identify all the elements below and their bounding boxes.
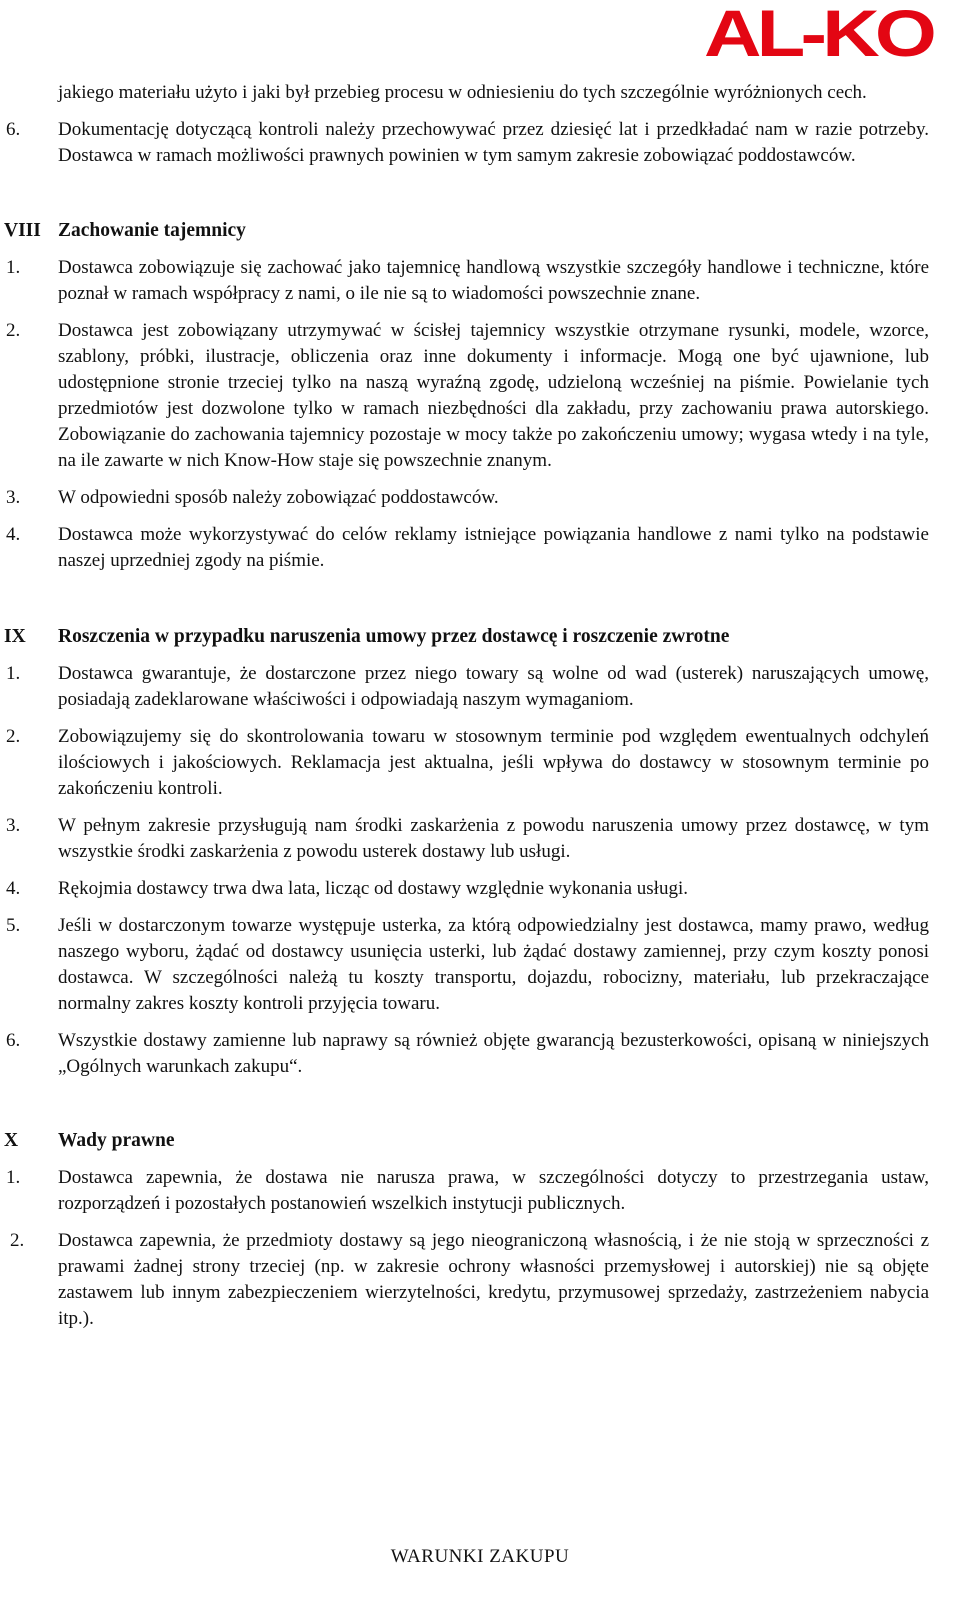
alko-logo-icon: [702, 2, 934, 62]
alko-logo: [702, 2, 934, 62]
item-number: 4.: [6, 524, 21, 545]
item-number: 2.: [6, 320, 21, 341]
section-title: Zachowanie tajemnicy: [58, 220, 246, 241]
list-item: [0, 724, 929, 802]
list-item: [0, 913, 929, 1017]
item-text: Dostawca zapewnia, że przedmioty dostawy są jego nieograniczoną własnością, i że nie stoją w sprzeczności z prawami żadnej strony trzeciej (np. w zakresie ochrony własności przemysłowej i autorskiej) nie są objęte zastawem lub innym zabezpieczeniem wierzytelności, kredytu, przymusowej sprzedaży, zastrzeżeniem nabycia itp.).: [58, 1230, 929, 1329]
list-item: [0, 522, 929, 574]
item-number: 3.: [6, 815, 21, 836]
section-title: Wady prawne: [58, 1130, 175, 1151]
section-heading-ix: [0, 624, 960, 650]
item-text: Dostawca zapewnia, że dostawa nie narusza prawa, w szczególności dotyczy to przestrzegania ustaw, rozporządzeń i pozostałych postanowień wszelkich instytucji publicznych.: [58, 1167, 929, 1214]
item-text: Zobowiązujemy się do skontrolowania towaru w stosownym terminie pod względem ewentualnych odchyleń ilościowych i jakościowych. Reklamacja jest aktualna, jeśli wpływa do dostawcy w stosownym terminie po zakończeniu kontroli.: [58, 726, 929, 799]
section-title: Roszczenia w przypadku naruszenia umowy przez dostawcę i roszczenie zwrotne: [58, 626, 730, 647]
item-text: Dostawca może wykorzystywać do celów reklamy istniejące powiązania handlowe z nami tylko na podstawie naszej uprzedniej zgody na piśmie.: [58, 524, 929, 571]
item-number: 1.: [6, 663, 21, 684]
item-text: Jeśli w dostarczonym towarze występuje usterka, za którą odpowiedzialny jest dostawca, mamy prawo, według naszego wyboru, żądać od dostawcy usunięcia usterki, lub żądać dostawy zamiennej, przy czym koszty ponosi dostawca. W szczególności należą tu koszty transportu, dojazdu, robocizny, materiału, lub przekraczające normalny zakres koszty kontroli przyjęcia towaru.: [58, 915, 929, 1014]
section-heading-viii: [0, 218, 960, 244]
item-number: 5.: [6, 915, 21, 936]
item-number: 2.: [10, 1230, 25, 1251]
page-footer: [0, 1546, 960, 1568]
item-number: 1.: [6, 257, 21, 278]
item-number: 6.: [6, 119, 21, 140]
section-number: IX: [4, 626, 26, 647]
item-number: 3.: [6, 487, 21, 508]
list-item: [0, 813, 929, 865]
intro-item-6: [0, 117, 929, 169]
document-body: [0, 80, 960, 1343]
item-text: Dostawca zobowiązuje się zachować jako tajemnicę handlową wszystkie szczegóły handlowe i techniczne, które poznał w ramach współpracy z nami, o ile nie są to wiadomości powszechnie znane.: [58, 257, 929, 304]
list-item: [0, 876, 929, 902]
list-item: [0, 318, 929, 474]
item-text: W pełnym zakresie przysługują nam środki zaskarżenia z powodu naruszenia umowy przez dostawcę, w tym wszystkie środki zaskarżenia z powodu usterek dostawy lub usługi.: [58, 815, 929, 862]
footer-text: WARUNKI ZAKUPU: [390, 1546, 570, 1567]
item-number: 4.: [6, 878, 21, 899]
item-text: Rękojmia dostawcy trwa dwa lata, licząc od dostawy względnie wykonania usługi.: [58, 878, 688, 899]
item-text: Dostawca gwarantuje, że dostarczone przez niego towary są wolne od wad (usterek) naruszających umowę, posiadają zadeklarowane właściwości i odpowiadają naszym wymaganiom.: [58, 663, 929, 710]
list-item: [0, 1228, 929, 1332]
list-item: [0, 1165, 929, 1217]
item-number: 2.: [6, 726, 21, 747]
section-number: VIII: [4, 220, 41, 241]
list-item: [0, 485, 929, 511]
item-number: 6.: [6, 1030, 21, 1051]
item-text: Dokumentację dotyczącą kontroli należy przechowywać przez dziesięć lat i przedkładać nam w razie potrzeby. Dostawca w ramach możliwości prawnych powinien w tym samym zakresie zobowiązać poddostawców.: [58, 119, 929, 166]
section-number: X: [4, 1130, 19, 1151]
item-text: Wszystkie dostawy zamienne lub naprawy są również objęte gwarancją bezusterkowości, opisaną w niniejszych „Ogólnych warunkach zakupu“.: [58, 1030, 929, 1077]
item-number: 1.: [6, 1167, 21, 1188]
intro-continuation: [0, 80, 929, 106]
svg-text:AL-KO: AL-KO: [704, 2, 934, 62]
intro-text: jakiego materiału użyto i jaki był przebieg procesu w odniesieniu do tych szczególnie wyróżnionych cech.: [58, 82, 867, 103]
list-item: [0, 1028, 929, 1080]
list-item: [0, 255, 929, 307]
section-heading-x: [0, 1128, 960, 1154]
item-text: W odpowiedni sposób należy zobowiązać poddostawców.: [58, 487, 499, 508]
item-text: Dostawca jest zobowiązany utrzymywać w ścisłej tajemnicy wszystkie otrzymane rysunki, modele, wzorce, szablony, próbki, ilustracje, obliczenia oraz inne dokumenty i informacje. Mogą one być ujawnione, lub udostępnione stronie trzeciej tylko na naszą wyraźną zgodę, udzieloną wcześniej na piśmie. Powielanie tych przedmiotów jest dozwolone tylko w ramach niezbędności dla zakładu, przy zachowaniu prawa autorskiego. Zobowiązanie do zachowania tajemnicy pozostaje w mocy także po zakończeniu umowy; wygasa wtedy i na tyle, na ile zawarte w nich Know-How staje się powszechnie znanym.: [58, 320, 929, 471]
list-item: [0, 661, 929, 713]
